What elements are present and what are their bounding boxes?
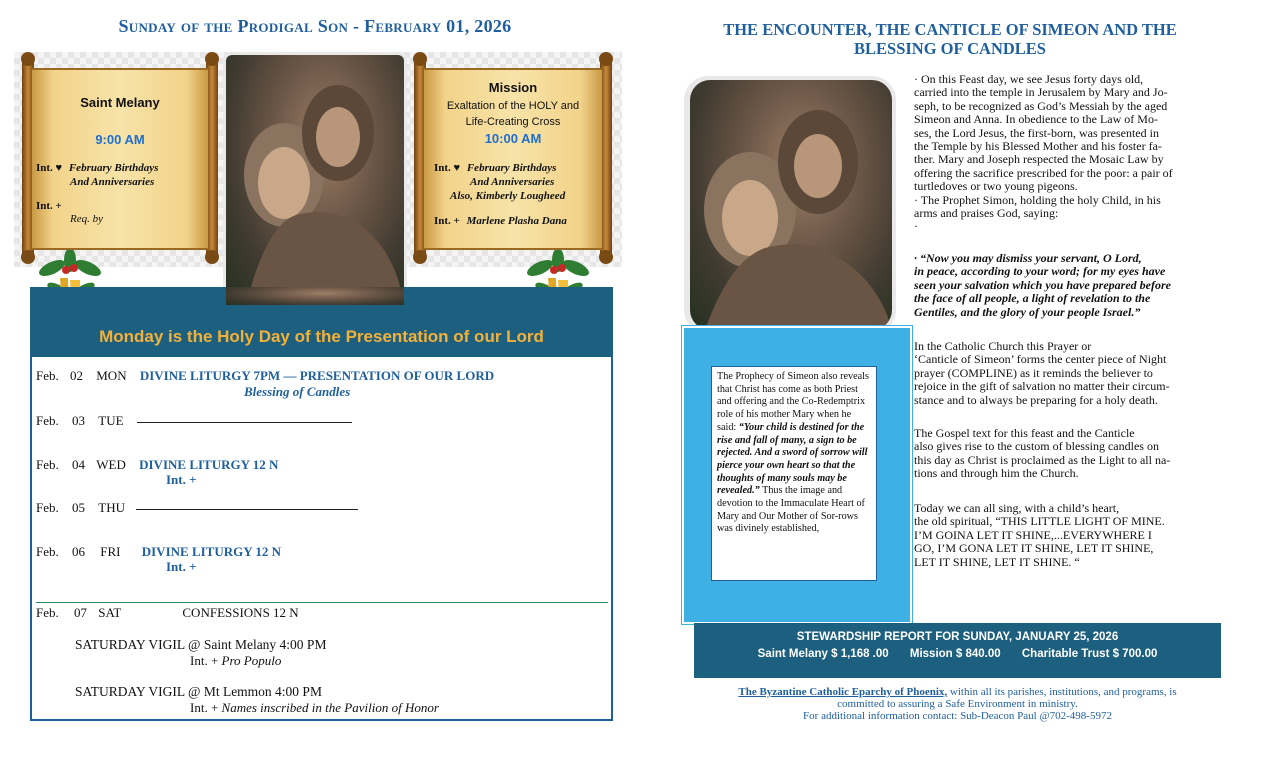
stewardship-trust: Charitable Trust $ 700.00 bbox=[1021, 648, 1158, 660]
scroll-saint-melany bbox=[22, 58, 218, 258]
compline-paragraph bbox=[914, 340, 1224, 407]
sched-day: 02 bbox=[70, 368, 83, 383]
sched-month: Feb. bbox=[36, 544, 59, 559]
sched-event: CONFESSIONS 12 N bbox=[182, 605, 299, 620]
schedule-sub-mon: Blessing of Candles bbox=[244, 384, 351, 399]
melany-time: 9:00 AM bbox=[95, 132, 145, 147]
sched-dow: SAT bbox=[98, 605, 122, 620]
safe-environment-footer bbox=[694, 686, 1221, 722]
schedule-row-tue bbox=[36, 413, 352, 429]
text-line: rejoice in the gift of salvation no matter their circum- bbox=[914, 379, 1170, 394]
sched-dow: FRI bbox=[100, 544, 121, 559]
eparchy-name: The Byzantine Catholic Eparchy of Phoenix, bbox=[738, 686, 948, 698]
melany-int2-label: Int. + bbox=[36, 200, 62, 212]
text-line: ses, the Lord Jesus, the first-born, was presented in bbox=[914, 125, 1159, 140]
melany-int-text2: And Anniversaries bbox=[70, 176, 155, 188]
mission-int-text2: And Anniversaries bbox=[470, 176, 555, 188]
melany-int-label: Int. ♥ bbox=[36, 162, 63, 174]
text-line: the Temple by his Blessed Mother and his foster fa- bbox=[914, 139, 1162, 154]
sched-day: 05 bbox=[72, 500, 85, 515]
mission-int-text1: February Birthdays bbox=[466, 162, 557, 174]
vigil-melany-note: Pro Populo bbox=[221, 653, 282, 668]
page-title-left: Sunday of the Prodigal Son - February 01, 2026 bbox=[118, 16, 512, 36]
schedule-sub-wed: Int. + bbox=[166, 472, 197, 487]
vigil-lemmon-int-label: Int. + bbox=[190, 700, 219, 715]
sched-blank-line bbox=[137, 422, 352, 423]
holy-family-image-overlap bbox=[226, 287, 404, 305]
vigil-lemmon-int bbox=[190, 700, 439, 716]
mission-int-label: Int. ♥ bbox=[434, 162, 461, 174]
text-line: turtledoves or two young pigeons. bbox=[914, 179, 1078, 194]
text-line: offering the sacrifice prescribed for the poor: a pair of bbox=[914, 165, 1173, 180]
footer-text1: within all its parishes, institutions, and programs, is bbox=[947, 686, 1177, 698]
vigil-melany-int bbox=[190, 653, 281, 669]
footer-text3: For additional information contact: Sub-Deacon Paul @702-498-5972 bbox=[803, 710, 1112, 722]
text-line: LET IT SHINE, LET IT SHINE. “ bbox=[914, 554, 1080, 569]
text-line: the face of all people, a light of revelation to the bbox=[914, 291, 1151, 306]
text-line: Today we can all sing, with a child’s heart, bbox=[914, 501, 1120, 515]
sched-day: 06 bbox=[72, 544, 85, 559]
gospel-paragraph bbox=[914, 427, 1224, 481]
schedule-sub-fri: Int. + bbox=[166, 559, 197, 574]
text-line: Gentiles, and the glory of your people Israel.” bbox=[914, 304, 1141, 319]
sched-dow: TUE bbox=[98, 413, 124, 428]
holy-family-illustration bbox=[226, 55, 404, 305]
holy-day-banner-text: Monday is the Holy Day of the Presentation of our Lord bbox=[99, 327, 544, 346]
sched-month: Feb. bbox=[36, 500, 59, 515]
sched-month: Feb. bbox=[36, 605, 59, 620]
sched-event: DIVINE LITURGY 12 N bbox=[141, 544, 282, 559]
mission-int2-label: Int. + bbox=[434, 215, 460, 227]
sched-month: Feb. bbox=[36, 368, 59, 383]
melany-req: Req. by bbox=[70, 213, 103, 225]
sched-day: 03 bbox=[72, 413, 85, 428]
mission-line2: Life-Creating Cross bbox=[465, 116, 561, 128]
text-line: · “Now you may dismiss your servant, O Lord, bbox=[914, 251, 1142, 265]
text-line: I’M GOINA LET IT SHINE,...EVERYWHERE I bbox=[914, 527, 1152, 542]
mission-int-text3: Also, Kimberly Lougheed bbox=[450, 190, 566, 202]
footer-line1 bbox=[694, 686, 1221, 698]
divider-line bbox=[36, 602, 608, 603]
vigil-lemmon-note: Names inscribed in the Pavilion of Honor bbox=[221, 700, 439, 715]
schedule-row-wed bbox=[36, 457, 278, 473]
melany-name: Saint Melany bbox=[80, 95, 160, 110]
page-title-right bbox=[690, 20, 1210, 58]
text-line: carried into the temple in Jerusalem by Mary and Jo- bbox=[914, 85, 1168, 100]
schedule-row-mon bbox=[36, 368, 494, 384]
holy-family-image-left bbox=[226, 55, 404, 305]
text-line: · The Prophet Simon, holding the holy Child, in his bbox=[914, 192, 1161, 207]
text-line: arms and praises God, saying: bbox=[914, 206, 1059, 221]
sched-day: 07 bbox=[74, 605, 87, 620]
sched-blank-line bbox=[136, 509, 358, 510]
text-line: · bbox=[914, 219, 918, 234]
sched-dow: MON bbox=[96, 368, 127, 383]
holy-family-illustration-right bbox=[690, 80, 892, 330]
melany-int-text1: February Birthdays bbox=[68, 162, 159, 174]
sched-dow: THU bbox=[98, 500, 125, 515]
stewardship-mission: Mission $ 840.00 bbox=[909, 648, 1001, 660]
sched-event: DIVINE LITURGY 7PM — PRESENTATION OF OUR LORD bbox=[139, 368, 495, 383]
mission-int2-line bbox=[434, 214, 567, 228]
song-paragraph bbox=[914, 502, 1224, 569]
schedule-row-sat bbox=[36, 605, 299, 621]
simeon-text-plain2: Thus the image and devotion to the Immaculate Heart of Mary and Our Mother of Sor-rows was divinely established, bbox=[717, 485, 865, 535]
text-line: ther. Mary and Joseph respected the Mosaic Law by bbox=[914, 152, 1164, 167]
text-line: The Gospel text for this feast and the Canticle bbox=[914, 426, 1135, 440]
scroll-mission bbox=[414, 58, 614, 258]
sched-day: 04 bbox=[72, 457, 85, 472]
melany-int-line bbox=[36, 161, 158, 175]
stewardship-report bbox=[694, 623, 1221, 678]
text-line: in peace, according to your word; for my eyes have bbox=[914, 264, 1166, 279]
holy-family-image-right bbox=[690, 80, 892, 330]
simeon-text-plain1: The Prophecy of Simeon also reveals that Christ has come as both Priest and offering and the Co-Redemptrix role of his mother Mary when he said: bbox=[717, 371, 869, 433]
text-line: stance and to always be preparing for a holy death. bbox=[914, 392, 1158, 407]
simeon-quote: “Your child is destined for the rise and fall of many, a sign to be rejected. And a sword of sorrow will pierce your own heart so that the thoughts of many souls may be revealed.” bbox=[717, 421, 868, 497]
right-title-line2: BLESSING OF CANDLES bbox=[854, 39, 1046, 58]
sched-dow: WED bbox=[96, 457, 126, 472]
text-line: the old spiritual, “THIS LITTLE LIGHT OF MINE. bbox=[914, 514, 1165, 529]
text-line: this day as Christ is proclaimed as the Light to all na- bbox=[914, 452, 1171, 467]
vigil-lemmon-title: SATURDAY VIGIL @ Mt Lemmon 4:00 PM bbox=[75, 684, 322, 699]
sched-month: Feb. bbox=[36, 413, 59, 428]
text-line: · On this Feast day, we see Jesus forty days old, bbox=[914, 72, 1144, 86]
text-line: Simeon and Anna. In obedience to the Law of Mo- bbox=[914, 112, 1158, 127]
vigil-melany-title: SATURDAY VIGIL @ Saint Melany 4:00 PM bbox=[75, 637, 327, 652]
stewardship-title: STEWARDSHIP REPORT FOR SUNDAY, JANUARY 25, 2026 bbox=[796, 631, 1119, 643]
text-line: seen your salvation which you have prepared before bbox=[914, 277, 1171, 292]
text-line: In the Catholic Church this Prayer or bbox=[914, 339, 1092, 353]
footer-text2: committed to assuring a Safe Environment in ministry. bbox=[837, 698, 1078, 710]
text-line: GO, I’M GONA LET IT SHINE, LET IT SHINE, bbox=[914, 541, 1154, 556]
schedule-box bbox=[30, 355, 613, 721]
schedule-row-fri bbox=[36, 544, 281, 560]
text-line: also gives rise to the custom of blessing candles on bbox=[914, 439, 1159, 454]
simeon-text-box bbox=[711, 366, 877, 581]
text-line: tions and through him the Church. bbox=[914, 466, 1079, 481]
stewardship-values bbox=[694, 648, 1221, 660]
canticle-quote bbox=[914, 252, 1224, 319]
vigil-melany-int-label: Int. + bbox=[190, 653, 219, 668]
mission-line1: Exaltation of the HOLY and bbox=[446, 100, 580, 112]
intro-paragraph bbox=[914, 73, 1224, 234]
text-line: prayer (COMPLINE) as it reminds the believer to bbox=[914, 365, 1153, 380]
schedule-row-thu bbox=[36, 500, 358, 516]
mission-time: 10:00 AM bbox=[484, 131, 542, 146]
mission-int2-text: Marlene Plasha Dana bbox=[466, 215, 567, 227]
text-line: ‘Canticle of Simeon’ forms the center piece of Night bbox=[914, 352, 1167, 367]
text-line: seph, to be recognized as God’s Messiah by the aged bbox=[914, 98, 1168, 113]
right-title-line1: THE ENCOUNTER, THE CANTICLE OF SIMEON AND THE bbox=[723, 20, 1177, 39]
sched-month: Feb. bbox=[36, 457, 59, 472]
stewardship-melany: Saint Melany $ 1,168 .00 bbox=[757, 648, 889, 660]
mission-int-line bbox=[434, 161, 556, 175]
mission-name: Mission bbox=[488, 80, 538, 95]
sched-event: DIVINE LITURGY 12 N bbox=[139, 457, 279, 472]
